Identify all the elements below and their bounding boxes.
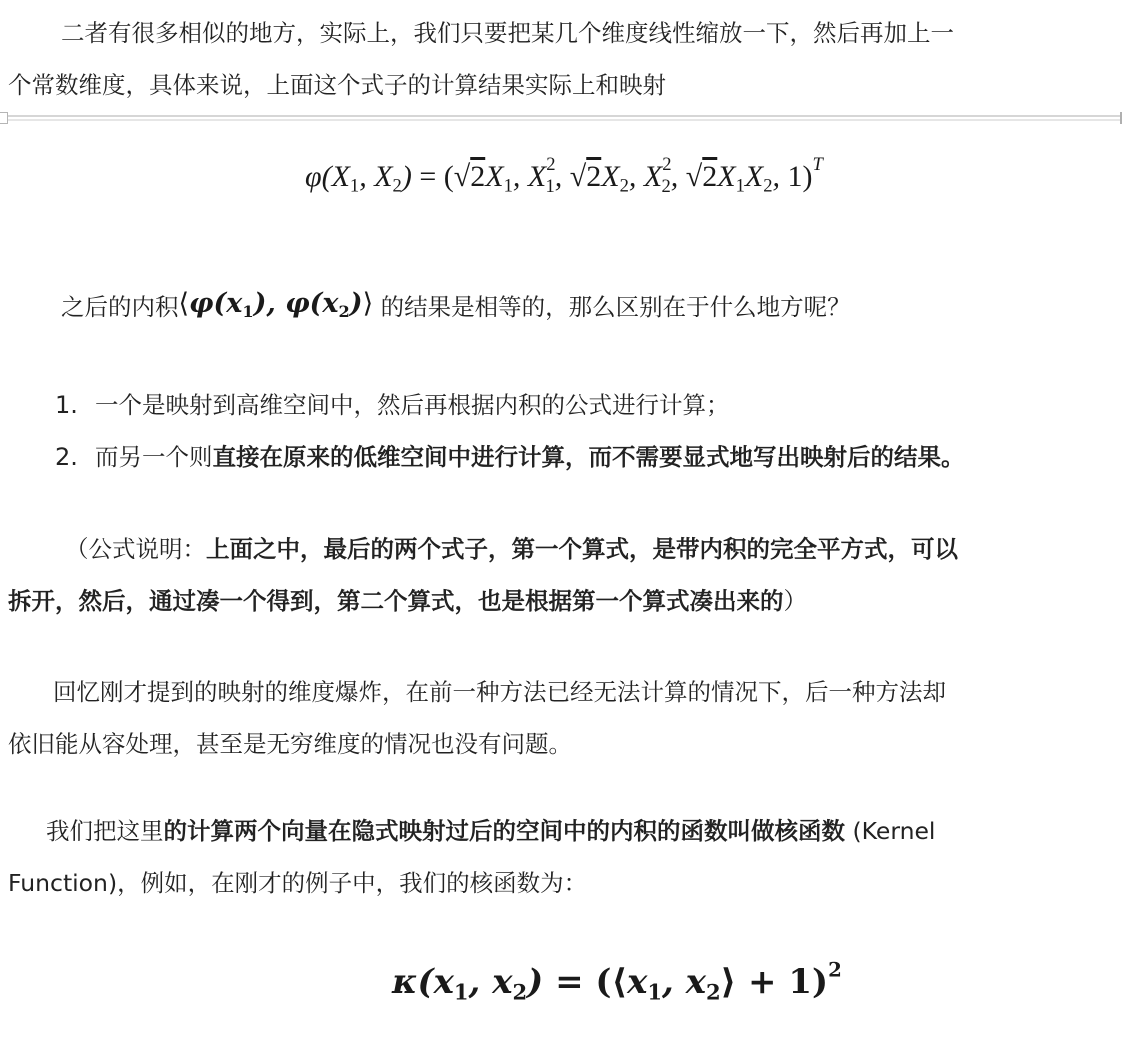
list-item-bold-text: 直接在原来的低维空间中进行计算，而不需要显式地写出映射后的结果。 — [212, 443, 965, 471]
kernel-equation: $\kappa(x_1$, $x_2$) = ($⟨x_1$, $x_2⟩ + 1)^2$ — [392, 957, 842, 1005]
paragraph-3-line-2: 依旧能从容处理，甚至是无穷维度的情况也没有问题。 — [8, 730, 572, 758]
note-prefix: （公式说明： — [65, 535, 206, 563]
paragraph-4-line-2 — [8, 868, 587, 898]
p4-line2-function: Function) — [8, 869, 118, 897]
note-suffix: ） — [783, 587, 807, 615]
p4-bold: 的计算两个向量在隐式映射过后的空间中的内积的函数叫做核函数 — [163, 817, 845, 845]
formula-note-line-2 — [8, 586, 807, 616]
p4-prefix: 我们把这里 — [46, 817, 164, 845]
paragraph-2 — [61, 289, 851, 322]
list-item — [55, 390, 730, 420]
paragraph-4-line-1 — [46, 816, 935, 846]
list-item-text: 而另一个则 — [95, 443, 213, 471]
divider-handle-left[interactable] — [0, 112, 8, 124]
note-bold-line-2: 拆开，然后，通过凑一个得到，第二个算式，也是根据第一个算式凑出来的 — [8, 587, 784, 615]
phi-mapping-equation: $\varphi(X_1$, $X_2) = (√2X_1$, $X^2_1$, $√2X_2$, $X^2_2$, $√2X_1X_2$, 1)$^T$ — [305, 154, 823, 197]
formula-note-line-1 — [65, 534, 958, 564]
list-marker: 1. — [55, 391, 78, 419]
p4-suffix: (Kernel — [845, 817, 936, 845]
paragraph-2-after: 的结果是相等的，那么区别在于什么地方呢？ — [380, 293, 851, 321]
divider-line — [0, 115, 1122, 117]
paragraph-2-before: 之后的内积 — [61, 293, 179, 321]
section-divider[interactable] — [0, 112, 1122, 124]
paragraph-1-line-1: 二者有很多相似的地方，实际上，我们只要把某几个维度线性缩放一下，然后再加上一 — [61, 19, 954, 47]
inner-product-formula: $⟨\varphi(x_1)$, $\varphi(x_2)⟩$ — [178, 288, 374, 321]
list-item-text: 一个是映射到高维空间中，然后再根据内积的公式进行计算； — [95, 391, 730, 419]
list-marker: 2. — [55, 443, 78, 471]
list-item — [55, 442, 965, 472]
p4-line2-text: ，例如，在刚才的例子中，我们的核函数为： — [117, 869, 588, 897]
paragraph-1-line-2: 个常数维度，具体来说，上面这个式子的计算结果实际上和映射 — [8, 71, 666, 99]
divider-line-shadow — [0, 119, 1122, 121]
paragraph-3-line-1: 回忆刚才提到的映射的维度爆炸，在前一种方法已经无法计算的情况下，后一种方法却 — [53, 678, 946, 706]
note-bold-line-1: 上面之中，最后的两个式子，第一个算式，是带内积的完全平方式，可以 — [206, 535, 958, 563]
